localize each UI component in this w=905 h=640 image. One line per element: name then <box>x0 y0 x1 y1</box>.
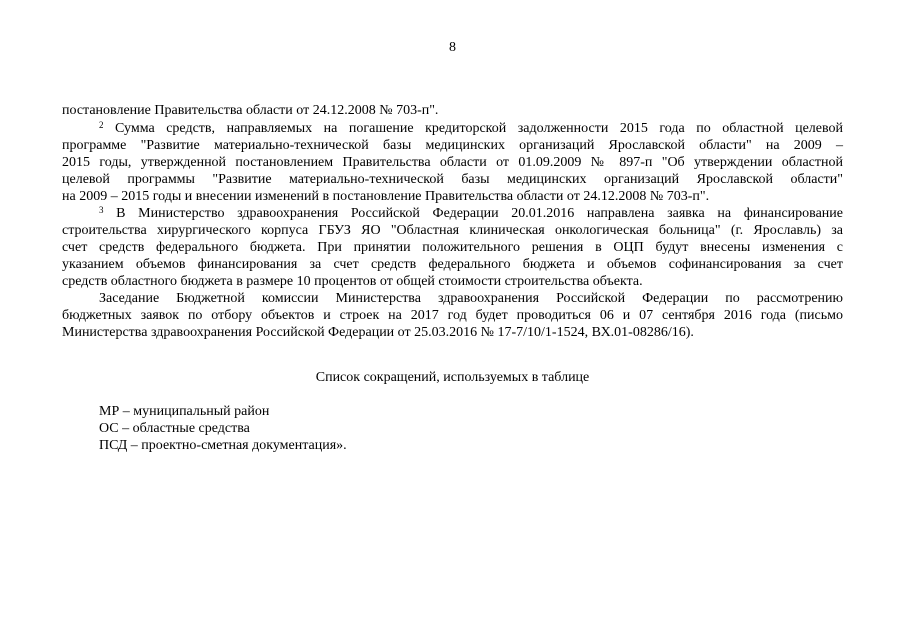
text-line <box>62 103 843 119</box>
text-line-content: счет средств федерального бюджета. При принятии положительного решения в ОЦП будут внесены изменения с <box>62 240 843 255</box>
abbreviations-heading: Список сокращений, используемых в таблице <box>315 370 590 385</box>
text-line <box>62 240 843 256</box>
text-line-content: Министерства здравоохранения Российской Федерации от 25.03.2016 № 17-7/10/1-1524, ВХ.01-08286/16). <box>62 325 694 340</box>
text-line <box>62 325 843 341</box>
footnote-3-line <box>99 206 843 222</box>
text-line <box>62 257 843 273</box>
abbreviation-item: ПСД – проектно-сметная документация». <box>99 438 347 453</box>
text-line-content: Заседание Бюджетной комиссии Министерства здравоохранения Российской Федерации по рассмотрению <box>99 291 843 306</box>
abbreviation-item: ОС – областные средства <box>99 421 250 436</box>
text-line-content: строительства хирургического корпуса ГБУЗ ЯО "Областная клиническая онкологическая больница" (г. Ярославль) за <box>62 223 843 238</box>
footnote-mark-3: 3 <box>99 205 104 215</box>
text-line <box>62 138 843 154</box>
text-line <box>62 189 843 205</box>
text-line-content: программе "Развитие материально-технической базы медицинских организаций Ярославской области" на 2009 – <box>62 138 843 153</box>
text-line-content: постановление Правительства области от 24.12.2008 № 703-п". <box>62 103 439 118</box>
text-line <box>62 172 843 188</box>
text-line <box>62 223 843 239</box>
page-number: 8 <box>449 40 456 55</box>
text-line-content: на 2009 – 2015 годы и внесении изменений в постановление Правительства области от 24.12.2008 № 703-п". <box>62 189 710 204</box>
text-line-content: 2015 годы, утвержденной постановлением Правительства области от 01.09.2009 № 897-п "Об утверждении областной <box>62 155 843 170</box>
abbreviation-item: МР – муниципальный район <box>99 404 270 419</box>
text-line-content: указанием объемов финансирования за счет средств федерального бюджета и объемов софинансирования за счет <box>62 257 843 272</box>
text-line <box>62 274 843 290</box>
text-line <box>99 291 843 307</box>
text-line-content: целевой программы "Развитие материально-технической базы медицинских организаций Ярославской области" <box>62 172 843 187</box>
text-line-content: средств областного бюджета в размере 10 процентов от общей стоимости строительства объекта. <box>62 274 643 289</box>
text-line-content: Сумма средств, направляемых на погашение кредиторской задолженности 2015 года по областной целевой <box>115 121 844 136</box>
text-line-content: бюджетных заявок по отбору объектов и строек на 2017 год будет проводиться 06 и 07 сентября 2016 года (письмо <box>62 308 843 323</box>
text-line-content: В Министерство здравоохранения Российской Федерации 20.01.2016 направлена заявка на финансирование <box>116 206 844 221</box>
footnote-2-line <box>99 121 843 137</box>
text-line <box>62 308 843 324</box>
text-line <box>62 155 843 171</box>
footnote-mark-2: 2 <box>99 120 104 130</box>
